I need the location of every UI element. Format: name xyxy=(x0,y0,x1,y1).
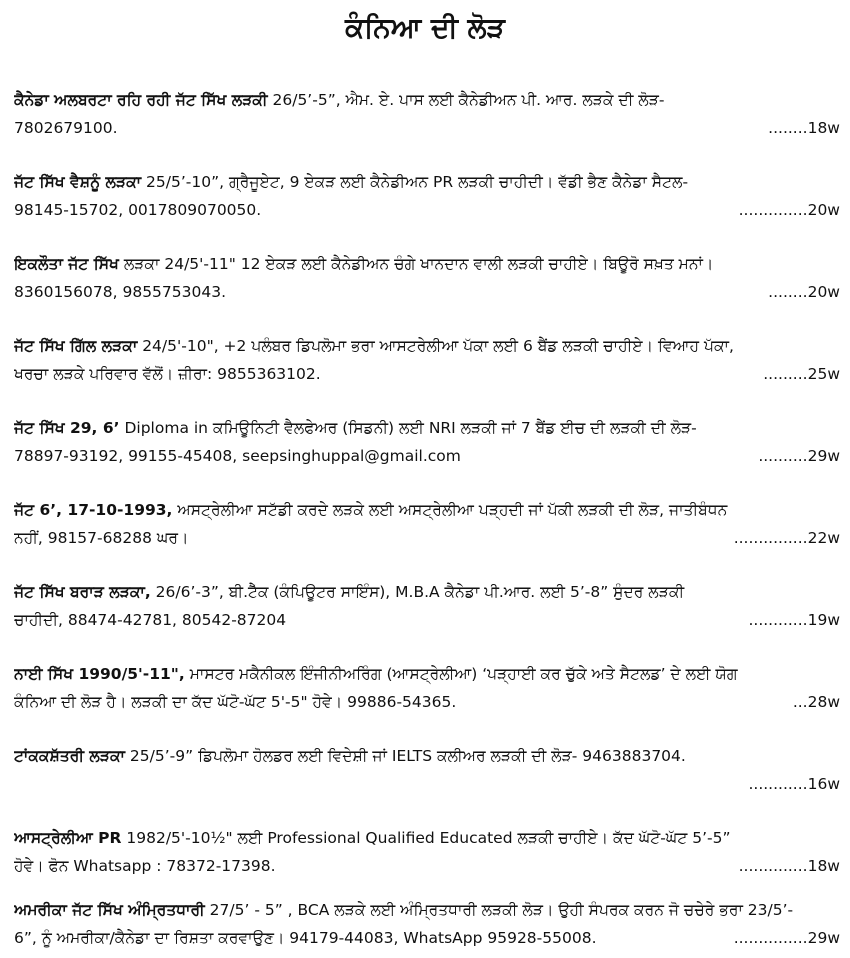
ad-entry xyxy=(14,660,840,716)
ad-code: ..............20w xyxy=(738,201,840,219)
ad-text-cont: ਕੰਨਿਆ ਦੀ ਲੋੜ ਹੈ। ਲੜਕੀ ਦਾ ਕੱਦ ਘੱਟੋ-ਘੱਟ 5'-5" ਹੋਵੇ। 99886-54365. xyxy=(14,693,457,711)
ad-code: ...............29w xyxy=(733,929,840,947)
ad-lead: ਨਾਈ ਸਿੱਖ 1990/5'-11", xyxy=(14,665,185,683)
ad-text: 27/5’ - 5” , BCA ਲੜਕੇ ਲਈ ਅੰਮ੍ਰਿਤਧਾਰੀ ਲੜਕੀ ਲੋੜ। ਉਹੀ ਸੰਪਰਕ ਕਰਨ ਜੋ ਚਚੇਰੇ ਭਰਾ 23/5’- xyxy=(209,901,794,919)
ad-lead: ਆਸਟ੍ਰੇਲੀਆ PR xyxy=(14,829,122,847)
ad-entry xyxy=(14,414,840,470)
ad-text: ਲੜਕਾ 24/5'-11" 12 ਏਕੜ ਲਈ ਕੈਨੇਡੀਅਨ ਚੰਗੇ ਖਾਨਦਾਨ ਵਾਲੀ ਲੜਕੀ ਚਾਹੀਏ। ਬਿਊਰੋ ਸਖ਼ਤ ਮਨਾਂ। xyxy=(123,255,714,273)
ad-entry xyxy=(14,168,840,224)
ad-line-2 xyxy=(14,924,840,952)
ad-lead: ਟਾਂਕਕਸ਼ੱਤਰੀ ਲੜਕਾ xyxy=(14,747,125,765)
ad-line-2 xyxy=(14,442,840,470)
ad-line-1 xyxy=(14,332,840,360)
ad-code: ..............18w xyxy=(738,857,840,875)
ad-text-cont: ਨਹੀਂ, 98157-68288 ਘਰ। xyxy=(14,529,189,547)
ad-lead: ਇਕਲੌਤਾ ਜੱਟ ਸਿੱਖ xyxy=(14,255,119,273)
ad-entry xyxy=(14,496,840,552)
ad-text-cont: ਚਾਹੀਦੀ, 88474-42781, 80542-87204 xyxy=(14,611,287,629)
ad-lead: ਜੱਟ ਸਿੱਖ ਗਿੱਲ ਲੜਕਾ xyxy=(14,337,138,355)
ad-line-2 xyxy=(14,852,840,880)
ad-text: ਅਸਟ੍ਰੇਲੀਆ ਸਟੱਡੀ ਕਰਦੇ ਲੜਕੇ ਲਈ ਅਸਟ੍ਰੇਲੀਆ ਪੜ੍ਹਦੀ ਜਾਂ ਪੱਕੀ ਲੜਕੀ ਦੀ ਲੋੜ, ਜਾਤੀਬੰਧਨ xyxy=(177,501,728,519)
ad-code: .........25w xyxy=(763,365,840,383)
ad-code: ...28w xyxy=(792,693,840,711)
ad-line-1 xyxy=(14,168,840,196)
ad-line-1 xyxy=(14,742,840,770)
page-title: ਕੰਨਿਆ ਦੀ ਲੋੜ xyxy=(345,11,505,44)
ad-code: ........18w xyxy=(768,119,840,137)
ad-line-1 xyxy=(14,578,840,606)
ad-entry xyxy=(14,824,840,880)
ad-entry xyxy=(14,332,840,388)
ad-text: 25/5’-10”, ਗ੍ਰੈਜੂਏਟ, 9 ਏਕੜ ਲਈ ਕੈਨੇਡੀਅਨ PR ਲੜਕੀ ਚਾਹੀਦੀ। ਵੱਡੀ ਭੈਣ ਕੈਨੇਡਾ ਸੈਟਲ- xyxy=(146,173,689,191)
ad-line-1 xyxy=(14,896,840,924)
ad-code: ............16w xyxy=(748,775,840,793)
ad-lead: ਜੱਟ ਸਿੱਖ ਬਰਾੜ ਲੜਕਾ, xyxy=(14,583,151,601)
ad-lead: ਜੱਟ 6’, 17-10-1993, xyxy=(14,501,173,519)
ad-line-2 xyxy=(14,524,840,552)
ad-lead: ਜੱਟ ਸਿੱਖ ਵੈਸ਼ਨੂੰ ਲੜਕਾ xyxy=(14,173,142,191)
ad-line-2 xyxy=(14,114,840,142)
ad-line-2 xyxy=(14,360,840,388)
ad-text: 1982/5'-10½" ਲਈ Professional Qualified Educated ਲੜਕੀ ਚਾਹੀਏ। ਕੱਦ ਘੱਟੋ-ਘੱਟ 5’-5” xyxy=(126,829,731,847)
ad-code: ........20w xyxy=(768,283,840,301)
ad-line-1 xyxy=(14,660,840,688)
ad-entry xyxy=(14,896,840,952)
ad-text: 26/6’-3”, ਬੀ.ਟੈੱਕ (ਕੰਪਿਊਟਰ ਸਾਇੰਸ), M.B.A ਕੈਨੇਡਾ ਪੀ.ਆਰ. ਲਈ 5’-8” ਸੁੰਦਰ ਲੜਕੀ xyxy=(155,583,685,601)
ad-text: 24/5'-10", +2 ਪਲੰਬਰ ਡਿਪਲੋਮਾ ਭਰਾ ਆਸਟਰੇਲੀਆ ਪੱਕਾ ਲਈ 6 ਬੈਂਡ ਲੜਕੀ ਚਾਹੀਏ। ਵਿਆਹ ਪੱਕਾ, xyxy=(142,337,734,355)
ad-line-2 xyxy=(14,606,840,634)
ad-code: ............19w xyxy=(748,611,840,629)
ad-code: ...............22w xyxy=(733,529,840,547)
ad-entry xyxy=(14,250,840,306)
ad-lead: ਅਮਰੀਕਾ ਜੱਟ ਸਿੱਖ ਅੰਮ੍ਰਿਤਧਾਰੀ xyxy=(14,901,205,919)
ad-line-1 xyxy=(14,86,840,114)
ad-text: 25/5’-9” ਡਿਪਲੋਮਾ ਹੋਲਡਰ ਲਈ ਵਿਦੇਸ਼ੀ ਜਾਂ IELTS ਕਲੀਅਰ ਲੜਕੀ ਦੀ ਲੋੜ- 9463883704. xyxy=(129,747,686,765)
ad-text-cont: 98145-15702, 0017809070050. xyxy=(14,201,262,219)
ad-text-cont: 7802679100. xyxy=(14,119,118,137)
ad-line-2 xyxy=(14,196,840,224)
ad-text-cont: 78897-93192, 99155-45408, seepsinghuppal@gmail.com xyxy=(14,447,461,465)
ad-entry xyxy=(14,578,840,634)
ad-text-cont: 6”, ਨੂੰ ਅਮਰੀਕਾ/ਕੈਨੇਡਾ ਦਾ ਰਿਸ਼ਤਾ ਕਰਵਾਉਣ। 94179-44083, WhatsApp 95928-55008. xyxy=(14,929,597,947)
ad-line-2 xyxy=(14,278,840,306)
ad-entry xyxy=(14,742,840,798)
ad-text-cont: ਖਰਚਾ ਲੜਕੇ ਪਰਿਵਾਰ ਵੱਲੋਂ। ਜ਼ੀਰਾ: 9855363102. xyxy=(14,365,321,383)
ad-line-1 xyxy=(14,414,840,442)
ad-lead: ਕੈਨੇਡਾ ਅਲਬਰਟਾ ਰਹਿ ਰਹੀ ਜੱਟ ਸਿੱਖ ਲੜਕੀ xyxy=(14,91,268,109)
ad-code-line xyxy=(14,770,840,798)
ad-lead: ਜੱਟ ਸਿੱਖ 29, 6’ xyxy=(14,419,120,437)
ad-text-cont: 8360156078, 9855753043. xyxy=(14,283,227,301)
ad-text: ਮਾਸਟਰ ਮਕੈਨੀਕਲ ਇੰਜੀਨੀਅਰਿੰਗ (ਆਸਟ੍ਰੇਲੀਆ) ‘ਪੜ੍ਹਾਈ ਕਰ ਚੁੱਕੇ ਅਤੇ ਸੈਟਲਡ’ ਦੇ ਲਈ ਯੋਗ xyxy=(189,665,738,683)
ad-entry xyxy=(14,86,840,142)
ad-text: 26/5’-5”, ਐਮ. ਏ. ਪਾਸ ਲਈ ਕੈਨੇਡੀਅਨ ਪੀ. ਆਰ. ਲੜਕੇ ਦੀ ਲੋੜ- xyxy=(272,91,665,109)
ad-line-1 xyxy=(14,250,840,278)
ad-line-2 xyxy=(14,688,840,716)
ad-text-cont: ਹੋਵੇ। ਫੋਨ Whatsapp : 78372-17398. xyxy=(14,857,276,875)
ad-line-1 xyxy=(14,496,840,524)
ad-code: ..........29w xyxy=(758,447,840,465)
ad-text: Diploma in ਕਮਿਊਨਿਟੀ ਵੈਲਫੇਅਰ (ਸਿਡਨੀ) ਲਈ NRI ਲੜਕੀ ਜਾਂ 7 ਬੈਂਡ ਈਚ ਦੀ ਲੜਕੀ ਦੀ ਲੋੜ- xyxy=(124,419,697,437)
ad-line-1 xyxy=(14,824,840,852)
